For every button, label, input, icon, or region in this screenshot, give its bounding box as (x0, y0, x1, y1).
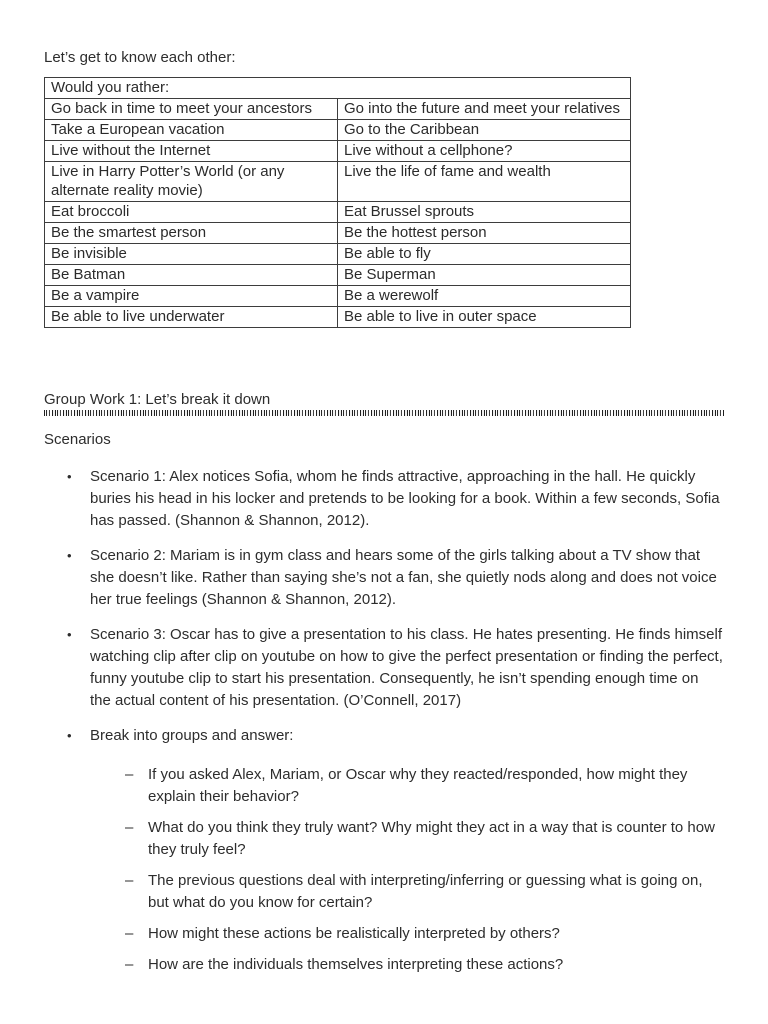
table-cell: Live without a cellphone? (338, 141, 631, 162)
table-cell: Live the life of fame and wealth (338, 162, 631, 202)
table-cell: Live without the Internet (45, 141, 338, 162)
question-sub-list (44, 764, 723, 976)
table-row (45, 202, 631, 223)
table-cell: Be the smartest person (45, 223, 338, 244)
table-cell: Be Batman (45, 265, 338, 286)
sub-list-item (125, 817, 723, 861)
list-item-text: Scenario 2: Mariam is in gym class and hears some of the girls talking about a TV show that she doesn’t like. Rather than saying she’s not a fan, she quietly nods along and does not voice her true feelings (Shannon & Shannon, 2012). (90, 547, 717, 608)
table-header-cell: Would you rather: (45, 78, 631, 99)
decorative-rule (44, 410, 724, 416)
sub-list-item-text: What do you think they truly want? Why might they act in a way that is counter to how they truly feel? (148, 819, 715, 858)
table-cell: Be able to live underwater (45, 307, 338, 328)
bullet-icon: • (67, 627, 72, 642)
would-you-rather-table (44, 77, 631, 328)
list-item-break-into-groups (67, 725, 723, 747)
table-row (45, 120, 631, 141)
table-cell: Be able to fly (338, 244, 631, 265)
sub-list-item-text: How might these actions be realistically interpreted by others? (148, 925, 560, 942)
list-item-scenario-1 (67, 466, 723, 532)
table-row (45, 141, 631, 162)
table-row (45, 99, 631, 120)
sub-list-item-text: If you asked Alex, Mariam, or Oscar why they reacted/responded, how might they explain their behavior? (148, 766, 688, 805)
sub-list-item-text: The previous questions deal with interpreting/inferring or guessing what is going on, but what do you know for certain? (148, 872, 703, 911)
table-cell: Go into the future and meet your relatives (338, 99, 631, 120)
table-row (45, 265, 631, 286)
sub-list-item (125, 923, 723, 945)
table-cell: Be invisible (45, 244, 338, 265)
table-row (45, 244, 631, 265)
table-cell: Be able to live in outer space (338, 307, 631, 328)
list-item-text: Break into groups and answer: (90, 727, 294, 744)
dash-icon: – (125, 872, 134, 889)
table-row (45, 162, 631, 202)
scenarios-label: Scenarios (44, 431, 111, 448)
bullet-icon: • (67, 469, 72, 484)
table-row (45, 223, 631, 244)
scenario-list (44, 466, 723, 976)
table-cell: Be a vampire (45, 286, 338, 307)
list-item-text: Scenario 1: Alex notices Sofia, whom he finds attractive, approaching in the hall. He quickly buries his head in his locker and pretends to be looking for a book. Within a few seconds, Sofia has passed. (Shannon & Shannon, 2012). (90, 468, 720, 529)
table-cell: Go back in time to meet your ancestors (45, 99, 338, 120)
table-cell: Be a werewolf (338, 286, 631, 307)
table-cell: Go to the Caribbean (338, 120, 631, 141)
intro-text: Let’s get to know each other: (44, 49, 236, 66)
table-cell: Be the hottest person (338, 223, 631, 244)
table-cell: Be Superman (338, 265, 631, 286)
sub-list-item (125, 764, 723, 808)
dash-icon: – (125, 956, 134, 973)
sub-list-item (125, 954, 723, 976)
table-cell: Live in Harry Potter’s World (or any alternate reality movie) (45, 162, 338, 202)
table-cell: Eat broccoli (45, 202, 338, 223)
bullet-icon: • (67, 548, 72, 563)
table-cell: Take a European vacation (45, 120, 338, 141)
list-item-scenario-3 (67, 624, 723, 712)
sub-list-item (125, 870, 723, 914)
dash-icon: – (125, 925, 134, 942)
dash-icon: – (125, 766, 134, 783)
bullet-icon: • (67, 728, 72, 743)
list-item-text: Scenario 3: Oscar has to give a presentation to his class. He hates presenting. He finds himself watching clip after clip on youtube on how to give the perfect presentation or finding the perfect, funny youtube clip to start his presentation. Consequently, he isn’t spending enough time on the actual content of his presentation. (O’Connell, 2017) (90, 626, 723, 709)
list-item-scenario-2 (67, 545, 723, 611)
dash-icon: – (125, 819, 134, 836)
table-row (45, 286, 631, 307)
table-header-row (45, 78, 631, 99)
section-heading: Group Work 1: Let’s break it down (44, 391, 271, 408)
sub-list-item-text: How are the individuals themselves interpreting these actions? (148, 956, 564, 973)
table-row (45, 307, 631, 328)
table-cell: Eat Brussel sprouts (338, 202, 631, 223)
